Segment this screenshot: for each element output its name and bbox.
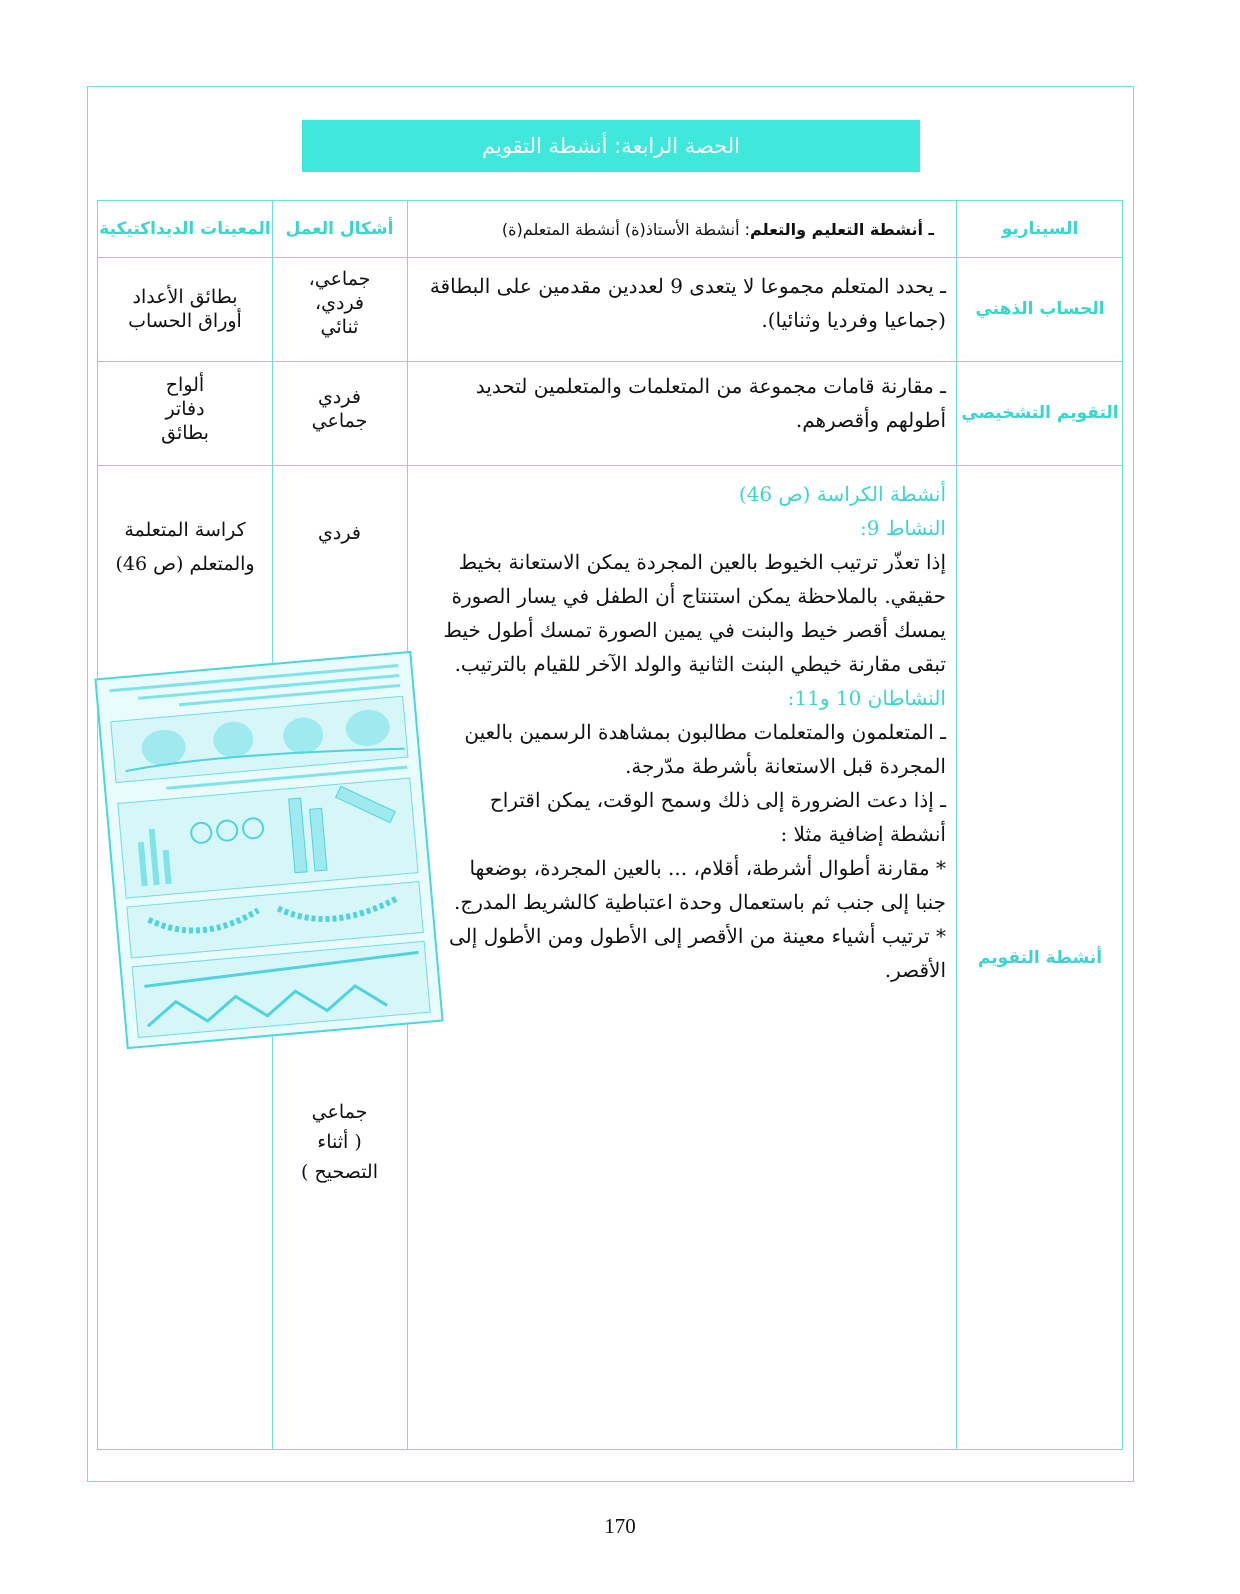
workbook-page-thumbnail: [94, 651, 443, 1049]
activity-line: حقيقي. بالملاحظة يمكن استنتاج أن الطفل في يسار الصورة: [451, 584, 946, 608]
aid-item: دفاتر: [165, 398, 205, 420]
scenario-label: أنشطة التقويم: [977, 948, 1103, 968]
header-work-forms: [272, 201, 407, 257]
activity-line: ـ المتعلمون والمتعلمات مطالبون بمشاهدة الرسمين بالعين: [464, 720, 946, 744]
objects-illustration: [118, 778, 421, 897]
activity-line: الأقصر.: [884, 958, 946, 982]
session-title: الحصة الرابعة: أنشطة التقويم: [482, 134, 741, 158]
activity-line: تبقى مقارنة خيطي البنت الثانية والولد الآخر للقيام بالترتيب.: [454, 652, 946, 676]
work-form: التصحيح ): [301, 1161, 378, 1183]
activity-line: إذا تعذّر ترتيب الخيوط بالعين المجردة يمكن الاستعانة بخيط: [458, 550, 946, 574]
work-forms-evaluation-top: [272, 521, 407, 545]
activity-line: يمسك أقصر خيط والبنت في يمين الصورة تمسك أطول خيط: [443, 618, 946, 642]
activity-line: * مقارنة أطوال أشرطة، أقلام، ... بالعين المجردة، بوضعها: [469, 856, 946, 880]
header-activities-rest: : أنشطة الأستاذ(ة) أنشطة المتعلم(ة): [501, 219, 751, 239]
header-activities: [407, 201, 956, 257]
activity-evaluation: [418, 477, 946, 987]
work-form: ثنائي: [320, 316, 359, 338]
aid-item: كراسة المتعلمة: [124, 519, 246, 541]
activity-line: المجردة قبل الاستعانة بأشرطة مدّرجة.: [625, 754, 946, 778]
work-forms-diagnostic: [272, 385, 407, 433]
header-didactic-aids-label: المعينات الديداكتيكية: [99, 219, 271, 239]
scenario-mental-math: [956, 257, 1124, 361]
header-activities-bold: ـ أنشطة التعليم والتعلم: [750, 219, 934, 239]
aid-item: والمتعلم (ص 46): [115, 553, 255, 575]
activity10-11-heading: النشاطان 10 و11:: [787, 686, 946, 710]
zigzag-illustration: [133, 942, 434, 1038]
page-number: 170: [604, 1514, 636, 1538]
activity-mental-math: [418, 269, 946, 337]
activity-line: * ترتيب أشياء معينة من الأقصر إلى الأطول ومن الأطول إلى: [449, 924, 946, 948]
aid-item: أوراق الحساب: [128, 310, 242, 332]
activity10-11-text: [418, 715, 946, 987]
aids-evaluation: [98, 513, 272, 581]
session-title-banner: [302, 120, 920, 172]
work-form: ( أثناء: [317, 1131, 362, 1153]
activity-line: جنبا إلى جنب ثم باستعمال وحدة اعتباطية كالشريط المدرج.: [453, 890, 946, 914]
scenario-diagnostic: [956, 361, 1124, 465]
work-forms-mental-math: [272, 267, 407, 339]
work-form: فردي،: [314, 292, 365, 314]
header-didactic-aids: [98, 201, 272, 257]
aid-item: بطائق: [161, 422, 209, 444]
activity9-heading: النشاط 9:: [860, 516, 946, 540]
work-forms-evaluation-bottom: [272, 1097, 407, 1187]
workbook-exercise-box: [117, 777, 418, 898]
activity-diagnostic: [418, 369, 946, 437]
aids-diagnostic: [98, 373, 272, 445]
aids-mental-math: [98, 285, 272, 333]
activity-line: ـ إذا دعت الضرورة إلى ذلك وسمح الوقت، يمكن اقتراح: [489, 788, 946, 812]
work-form: فردي: [318, 386, 361, 408]
aid-item: بطائق الأعداد: [132, 286, 238, 308]
work-form: جماعي: [311, 1101, 368, 1123]
scenario-label: الحساب الذهني: [975, 299, 1105, 319]
aid-item: ألواح: [165, 374, 205, 396]
header-work-forms-label: أشكال العمل: [285, 219, 394, 239]
header-scenario-label: السيناريو: [1001, 219, 1079, 239]
work-form: فردي: [318, 522, 361, 544]
scenario-evaluation: [956, 465, 1124, 1451]
activity9-text: [418, 545, 946, 681]
header-scenario: [956, 201, 1124, 257]
workbook-heading: أنشطة الكراسة (ص 46): [738, 482, 946, 506]
activity-line: أطولهم وأقصرهم.: [795, 408, 946, 432]
activity-line: أنشطة إضافية مثلا :: [780, 822, 946, 846]
work-form: جماعي،: [308, 268, 371, 290]
activity-line: ـ مقارنة قامات مجموعة من المتعلمات والمتعلمين لتحديد: [475, 374, 946, 398]
work-form: جماعي: [311, 410, 368, 432]
activity-line: ـ يحدد المتعلم مجموعا لا يتعدى 9 لعددين مقدمين على البطاقة: [429, 274, 946, 298]
activity-line: (جماعيا وفرديا وثنائيا).: [761, 308, 946, 332]
scenario-label: التقويم التشخيصي: [961, 403, 1119, 423]
